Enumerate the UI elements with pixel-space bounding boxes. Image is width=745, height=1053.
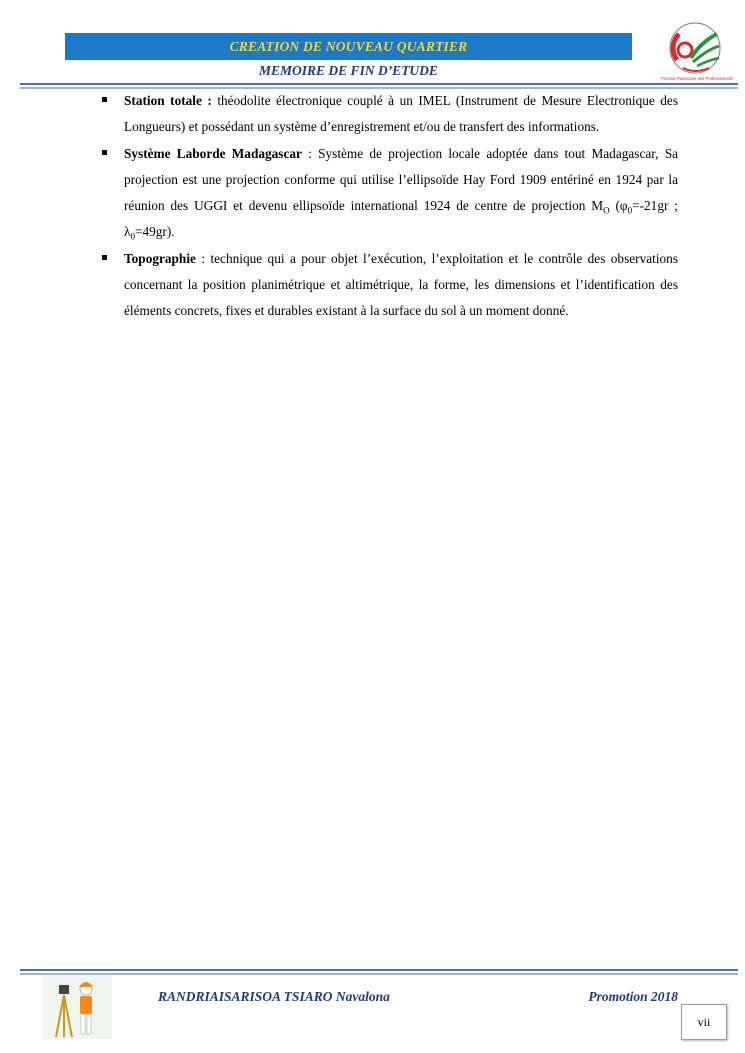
footer-author: RANDRIAISARISOA TSIARO Navalona — [158, 989, 390, 1004]
header-rule — [20, 83, 738, 85]
header-title: CREATION DE NOUVEAU QUARTIER — [229, 38, 468, 54]
glossary-definition-cont: (φ — [609, 198, 628, 214]
glossary-term: Topographie — [124, 250, 196, 266]
footer-promotion: Promotion 2018 — [588, 989, 678, 1004]
bullet-icon — [102, 150, 107, 155]
glossary-item-laborde — [100, 141, 678, 246]
glossary-definition-cont: =-21gr ; λ — [124, 198, 678, 240]
footer-rule — [20, 969, 738, 971]
glossary-definition: : technique qui a pour objet l’exécution, l’exploitation et le contrôle des observations concernant la position planimétrique et altimétrique, la forme, les dimensions et l’identification des éléments concrets, fixes et durables existant à la surface du sol à un moment donné. — [124, 250, 678, 319]
school-logo-icon — [657, 20, 737, 82]
glossary-term: Système Laborde Madagascar — [124, 145, 302, 161]
subscript-o: O — [603, 205, 610, 216]
bullet-icon — [102, 97, 107, 102]
surveyor-figure-icon — [42, 975, 112, 1039]
glossary-definition-cont: =49gr). — [134, 224, 175, 240]
header-band — [65, 33, 632, 60]
glossary-item-topographie — [100, 246, 678, 325]
bullet-icon — [102, 255, 107, 260]
header-subtitle: MEMOIRE DE FIN D’ETUDE — [259, 63, 438, 78]
glossary-definition: : Système de projection locale adoptée dans tout Madagascar, Sa projection est une projection conforme qui utilise l’ellipsoïde Hay Ford 1909 entériné en 1924 par la réunion des UGGI et devenu ellipsoïde international 1924 de centre de projection M — [124, 145, 678, 214]
page-number: vii — [681, 1004, 727, 1040]
subscript-zero: 0 — [627, 205, 633, 216]
logo-caption: Premier Partenaire des Professionnels — [661, 76, 733, 81]
glossary-list — [100, 88, 678, 325]
subscript-zero: 0 — [130, 232, 135, 243]
glossary-definition: théodolite électronique couplé à un IMEL (Instrument de Mesure Electronique des Longueurs) et possédant un système d’enregistrement et/ou de transfert des informations. — [124, 93, 679, 135]
footer-rule-light — [20, 973, 738, 975]
glossary-item-station-totale — [100, 88, 678, 141]
glossary-term: Station totale : — [124, 93, 212, 108]
